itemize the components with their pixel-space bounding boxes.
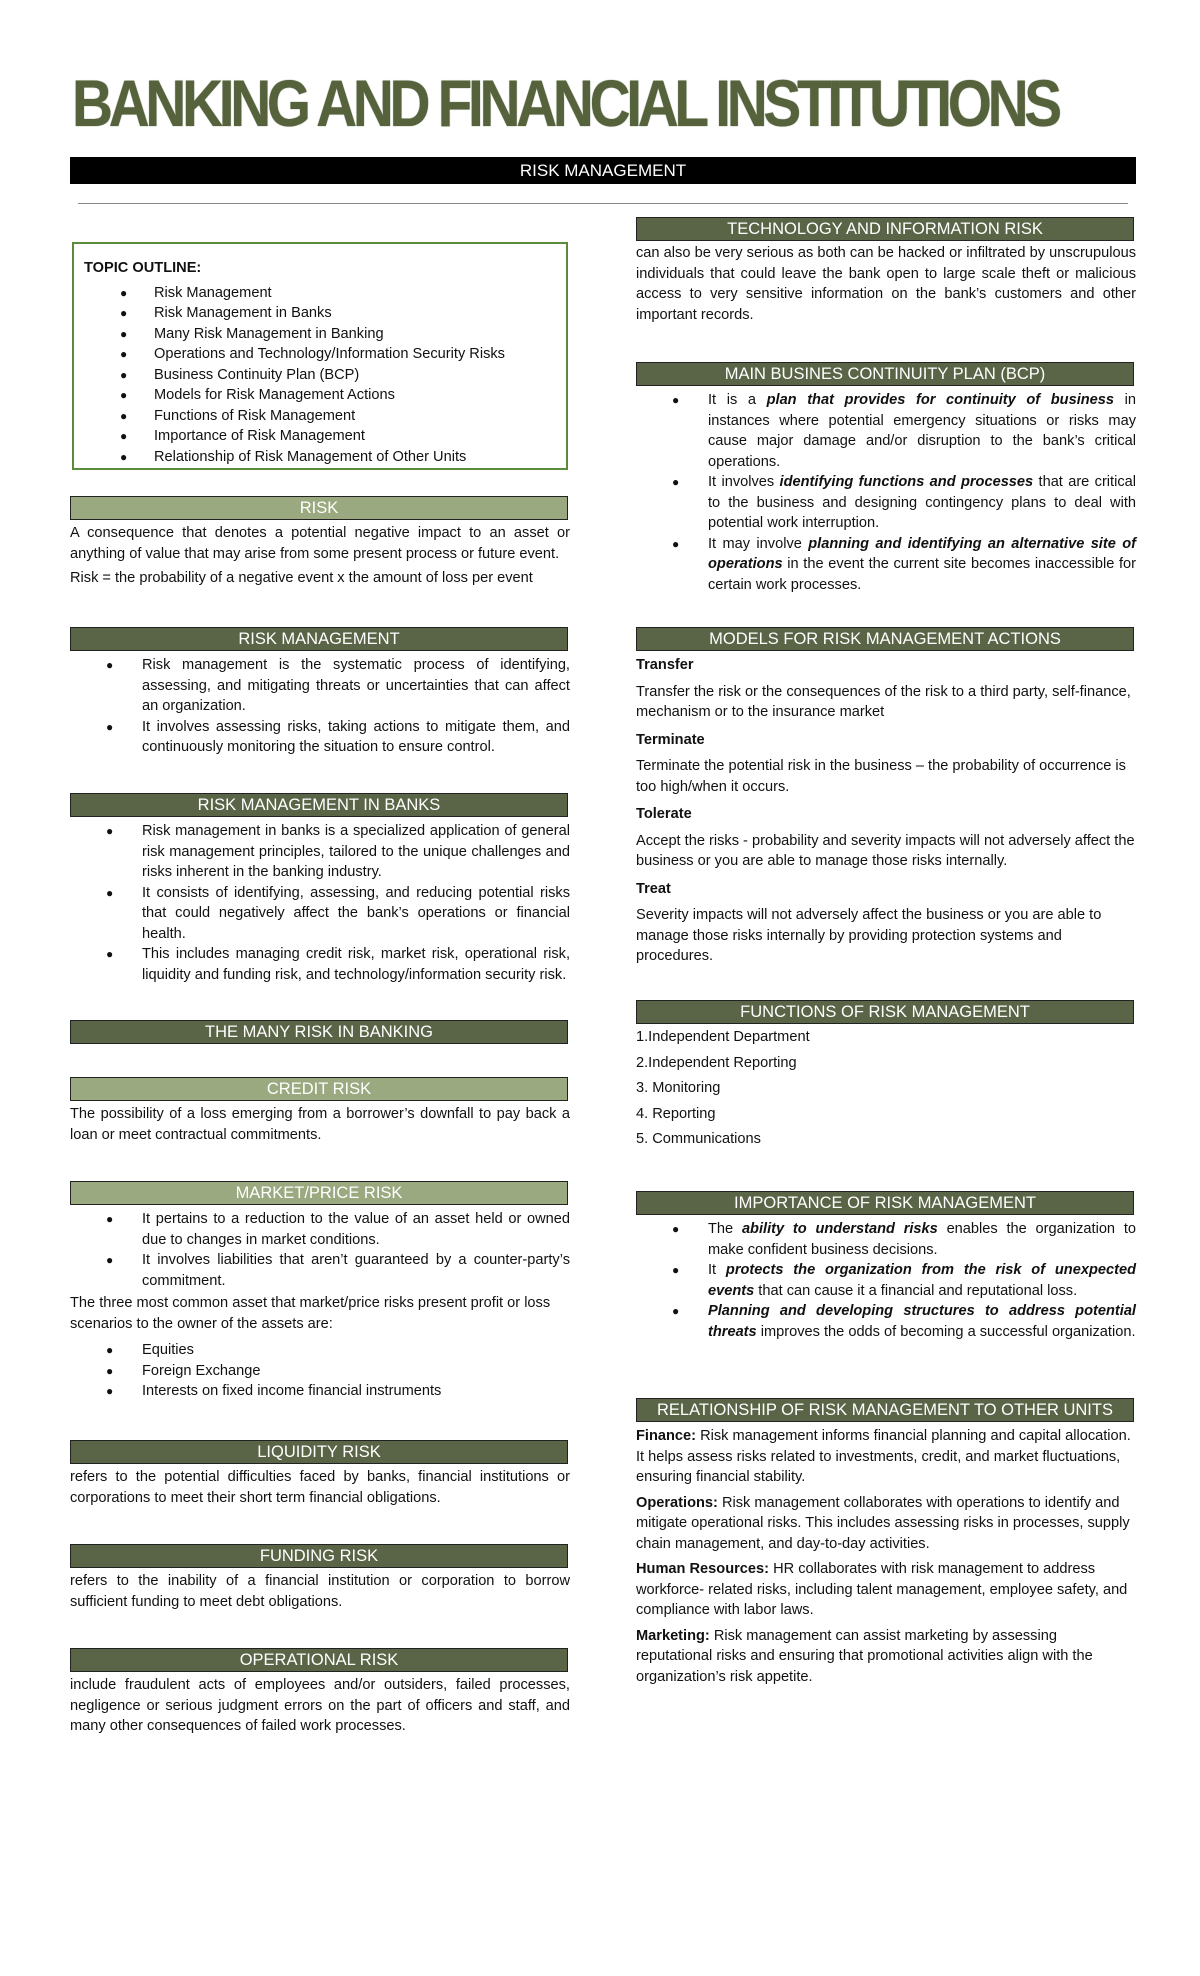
importance-header: IMPORTANCE OF RISK MANAGEMENT: [636, 1191, 1134, 1215]
outline-item: ● Importance of Risk Management: [84, 426, 556, 447]
function-item: 2.Independent Reporting: [636, 1054, 797, 1071]
importance-section: [636, 1191, 1136, 1342]
subtitle-bar: RISK MANAGEMENT: [70, 157, 1136, 184]
risk-in-banks-list: [70, 821, 570, 985]
operational-risk-header: OPERATIONAL RISK: [70, 1648, 568, 1672]
model-name: Transfer: [636, 657, 694, 673]
operational-risk-section: [70, 1648, 570, 1737]
list-item: ● It is a plan that provides for continuity of business in instances where potential emergency situations or risks may cause major damage and/or disruption to the bank’s critical operations.: [636, 390, 1136, 472]
bcp-section: [636, 362, 1136, 595]
funding-risk-text: refers to the inability of a financial institution or corporation to borrow sufficient funding to meet debt obligations.: [70, 1573, 570, 1610]
liquidity-risk-header: LIQUIDITY RISK: [70, 1440, 568, 1464]
relationship-item: Operations: Risk management collaborates with operations to identify and mitigate operational risks. This includes assessing risks in processes, supply chain management, and day-to-day activities.: [636, 1494, 1130, 1552]
divider: [78, 203, 1128, 204]
model-description: Severity impacts will not adversely affect the business or you are able to manage those risks internally by providing protection systems and procedures.: [636, 907, 1102, 964]
topic-outline-heading: TOPIC OUTLINE:: [84, 260, 202, 276]
model-description: Transfer the risk or the consequences of the risk to a third party, self-finance, mechanism or to the insurance market: [636, 683, 1131, 720]
list-item: ● It may involve planning and identifying an alternative site of operations in the event the current site becomes inaccessible for certain work processes.: [636, 534, 1136, 596]
functions-section: [636, 1000, 1136, 1155]
relationship-item: Human Resources: HR collaborates with risk management to address workforce- related risks, including talent management, employee safety, and compliance with labor laws.: [636, 1561, 1128, 1618]
outline-item: ● Risk Management in Banks: [84, 303, 556, 324]
credit-risk-text: The possibility of a loss emerging from a borrower’s downfall to pay back a loan or meet contractual commitments.: [70, 1106, 570, 1143]
importance-list: [636, 1219, 1136, 1342]
tech-risk-section: [636, 217, 1136, 325]
many-risk-section: [70, 1020, 570, 1044]
credit-risk-header: CREDIT RISK: [70, 1077, 568, 1101]
functions-header: FUNCTIONS OF RISK MANAGEMENT: [636, 1000, 1134, 1024]
list-item: ● It involves assessing risks, taking actions to mitigate them, and continuously monitoring the situation to ensure control.: [70, 717, 570, 758]
liquidity-risk-text: refers to the potential difficulties faced by banks, financial institutions or corporations to meet their short term financial obligations.: [70, 1469, 570, 1506]
tech-risk-header: TECHNOLOGY AND INFORMATION RISK: [636, 217, 1134, 241]
operational-risk-text: include fraudulent acts of employees and/or outsiders, failed processes, negligence or serious judgment errors on the part of officers and staff, and many other consequences of failed work processes.: [70, 1677, 570, 1734]
outline-item: ● Risk Management: [84, 283, 556, 304]
bcp-header: MAIN BUSINES CONTINUITY PLAN (BCP): [636, 362, 1134, 386]
asset-item: ● Equities: [70, 1340, 570, 1361]
funding-risk-header: FUNDING RISK: [70, 1544, 568, 1568]
market-risk-header: MARKET/PRICE RISK: [70, 1181, 568, 1205]
list-item: ● Planning and developing structures to address potential threats improves the odds of becoming a successful organization.: [636, 1301, 1136, 1342]
market-risk-intro: The three most common asset that market/price risks present profit or loss scenarios to the owner of the assets are:: [70, 1295, 551, 1332]
risk-formula: Risk = the probability of a negative event x the amount of loss per event: [70, 570, 533, 586]
list-item: ● The ability to understand risks enables the organization to make confident business decisions.: [636, 1219, 1136, 1260]
outline-item: ● Models for Risk Management Actions: [84, 385, 556, 406]
asset-item: ● Foreign Exchange: [70, 1361, 570, 1382]
relationship-item: Marketing: Risk management can assist marketing by assessing reputational risks and ensuring that promotional activities align with the organization’s risk appetite.: [636, 1627, 1093, 1685]
models-section: [636, 627, 1136, 967]
topic-outline-list: [84, 283, 556, 468]
list-item: ● It involves identifying functions and processes that are critical to the business and designing contingency plans to deal with potential work interruption.: [636, 472, 1136, 534]
risk-header: RISK: [70, 496, 568, 520]
list-item: ● Risk management is the systematic process of identifying, assessing, and mitigating threats or uncertainties that can affect an organization.: [70, 655, 570, 717]
risk-management-list: [70, 655, 570, 758]
risk-management-header: RISK MANAGEMENT: [70, 627, 568, 651]
many-risk-header: THE MANY RISK IN BANKING: [70, 1020, 568, 1044]
relationship-item: Finance: Risk management informs financial planning and capital allocation. It helps assess risks related to investments, credit, and market fluctuations, ensuring financial stability.: [636, 1428, 1131, 1485]
function-item: 1.Independent Department: [636, 1029, 810, 1045]
asset-item: ● Interests on fixed income financial instruments: [70, 1381, 570, 1402]
list-item: ● Risk management in banks is a specialized application of general risk management principles, tailored to the unique challenges and risks inherent in the banking industry.: [70, 821, 570, 883]
function-item: 5. Communications: [636, 1131, 761, 1147]
risk-definition: A consequence that denotes a potential negative impact to an asset or anything of value that may arise from some present process or future event.: [70, 525, 570, 562]
model-description: Accept the risks - probability and severity impacts will not adversely affect the business or you are able to manage those risks internally.: [636, 832, 1135, 869]
risk-in-banks-section: [70, 793, 570, 985]
topic-outline-box: [72, 242, 568, 470]
outline-item: ● Business Continuity Plan (BCP): [84, 365, 556, 386]
list-item: ● This includes managing credit risk, market risk, operational risk, liquidity and funding risk, and technology/information security risk.: [70, 944, 570, 985]
outline-item: ● Functions of Risk Management: [84, 406, 556, 427]
asset-list: [70, 1340, 570, 1402]
relationship-section: [636, 1398, 1136, 1692]
tech-risk-text: can also be very serious as both can be hacked or infiltrated by unscrupulous individuals that could leave the bank open to large scale theft or malicious access to very sensitive information on the bank’s customers and other important records.: [636, 245, 1136, 323]
document-title: BANKING AND FINANCIAL INSTITUTIONS: [72, 66, 1058, 140]
model-name: Tolerate: [636, 806, 692, 822]
model-name: Terminate: [636, 731, 705, 748]
function-item: 3. Monitoring: [636, 1080, 721, 1096]
market-risk-list: [70, 1209, 570, 1291]
credit-risk-section: [70, 1077, 570, 1145]
list-item: ● It consists of identifying, assessing, and reducing potential risks that could negatively affect the bank’s operations or financial health.: [70, 883, 570, 945]
outline-item: ● Operations and Technology/Information Security Risks: [84, 344, 556, 365]
outline-item: ● Many Risk Management in Banking: [84, 324, 556, 345]
market-risk-section: [70, 1181, 570, 1402]
list-item: ● It pertains to a reduction to the value of an asset held or owned due to changes in market conditions.: [70, 1209, 570, 1250]
relationship-header: RELATIONSHIP OF RISK MANAGEMENT TO OTHER UNITS: [636, 1398, 1134, 1422]
funding-risk-section: [70, 1544, 570, 1612]
bcp-list: [636, 390, 1136, 595]
list-item: ● It protects the organization from the risk of unexpected events that can cause it a financial and reputational loss.: [636, 1260, 1136, 1301]
outline-item: ● Relationship of Risk Management of Other Units: [84, 447, 556, 468]
risk-in-banks-header: RISK MANAGEMENT IN BANKS: [70, 793, 568, 817]
models-header: MODELS FOR RISK MANAGEMENT ACTIONS: [636, 627, 1134, 651]
list-item: ● It involves liabilities that aren’t guaranteed by a counter-party’s commitment.: [70, 1250, 570, 1291]
model-name: Treat: [636, 880, 671, 897]
function-item: 4. Reporting: [636, 1105, 716, 1122]
liquidity-risk-section: [70, 1440, 570, 1508]
risk-management-section: [70, 627, 570, 758]
model-description: Terminate the potential risk in the business – the probability of occurrence is too high/when it occurs.: [636, 758, 1126, 795]
risk-section: [70, 496, 570, 589]
